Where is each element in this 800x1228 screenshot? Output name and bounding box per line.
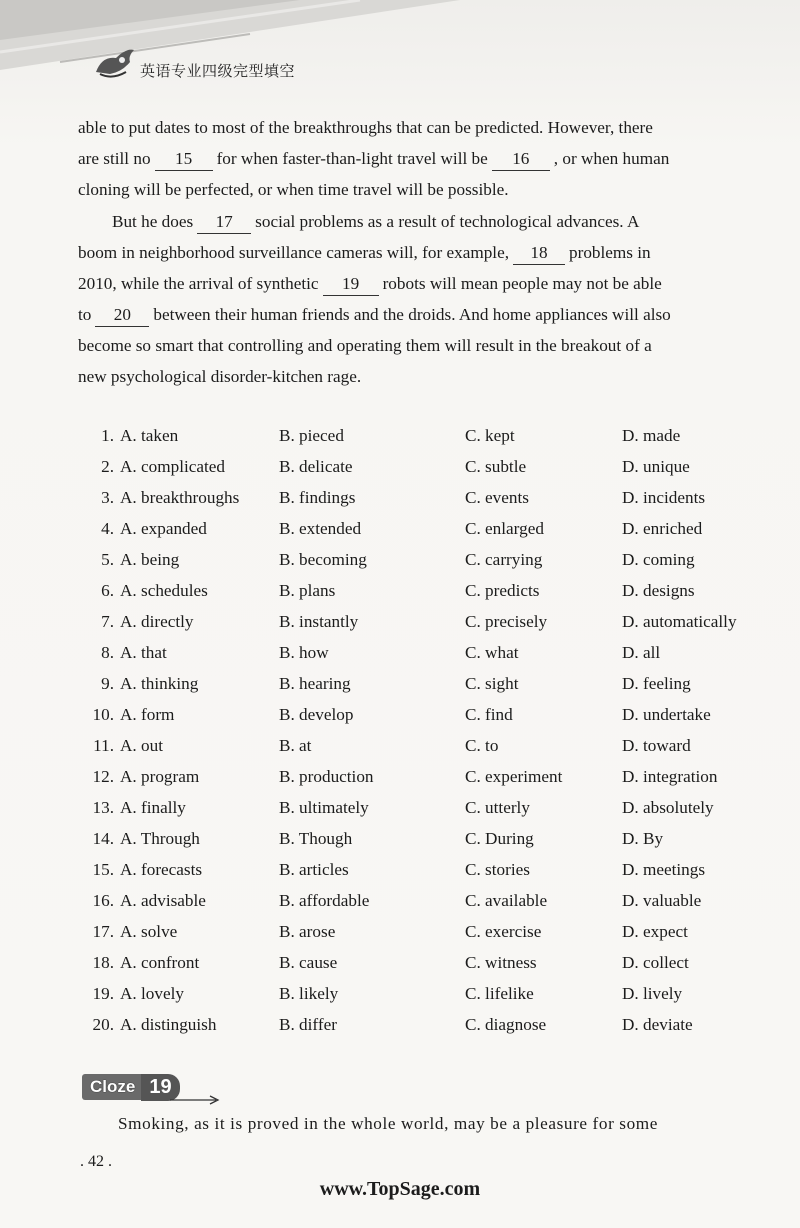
- option-c: C. During: [465, 829, 534, 848]
- option-b: B. extended: [279, 519, 362, 538]
- option-row: [78, 579, 778, 610]
- option-d: D. By: [622, 829, 664, 848]
- passage-line: are still no 15 for when faster-than-light travel will be 16 , or when human: [78, 143, 768, 174]
- blank-19: 19: [323, 273, 379, 296]
- option-c: C. stories: [465, 860, 530, 879]
- blank-16: 16: [492, 148, 550, 171]
- option-c: C. carrying: [465, 550, 543, 569]
- option-number: 5.: [101, 550, 114, 569]
- option-d: D. all: [622, 643, 661, 662]
- option-a: A. solve: [120, 922, 178, 941]
- cloze-number: 19: [141, 1074, 179, 1101]
- option-row: [78, 672, 778, 703]
- option-c: C. exercise: [465, 922, 542, 941]
- option-number: 17.: [92, 922, 114, 941]
- option-b: B. findings: [279, 488, 356, 507]
- option-c: C. predicts: [465, 581, 540, 600]
- blank-20: 20: [95, 304, 149, 327]
- option-row: [78, 734, 778, 765]
- passage-line: to 20 between their human friends and the droids. And home appliances will also: [78, 299, 768, 330]
- option-c: C. precisely: [465, 612, 548, 631]
- option-d: D. incidents: [622, 488, 706, 507]
- option-d: D. valuable: [622, 891, 702, 910]
- option-d: D. lively: [622, 984, 683, 1003]
- book-title: 英语专业四级完型填空: [140, 62, 296, 80]
- option-b: B. arose: [279, 922, 336, 941]
- option-d: D. integration: [622, 767, 718, 786]
- option-d: D. deviate: [622, 1015, 693, 1034]
- option-d: D. unique: [622, 457, 690, 476]
- option-row: [78, 424, 778, 455]
- option-number: 16.: [92, 891, 114, 910]
- passage-line: become so smart that controlling and operating them will result in the breakout of a: [78, 336, 652, 355]
- option-number: 19.: [92, 984, 114, 1003]
- option-a: A. expanded: [120, 519, 207, 538]
- option-c: C. witness: [465, 953, 537, 972]
- option-number: 13.: [92, 798, 114, 817]
- option-row: [78, 486, 778, 517]
- option-number: 1.: [101, 426, 114, 445]
- option-number: 2.: [101, 457, 114, 476]
- option-row: [78, 641, 778, 672]
- option-a: A. confront: [120, 953, 200, 972]
- option-number: 15.: [92, 860, 114, 879]
- option-b: B. differ: [279, 1015, 337, 1034]
- option-row: [78, 796, 778, 827]
- passage-line: able to put dates to most of the breakthroughs that can be predicted. However, there: [78, 118, 653, 137]
- option-d: D. undertake: [622, 705, 711, 724]
- option-number: 10.: [92, 705, 114, 724]
- passage-line: new psychological disorder-kitchen rage.: [78, 367, 362, 386]
- option-c: C. sight: [465, 674, 519, 693]
- option-c: C. available: [465, 891, 548, 910]
- option-b: B. becoming: [279, 550, 367, 569]
- option-d: D. automatically: [622, 612, 737, 631]
- option-row: [78, 548, 778, 579]
- option-c: C. enlarged: [465, 519, 544, 538]
- option-d: D. toward: [622, 736, 691, 755]
- option-a: A. breakthroughs: [120, 488, 240, 507]
- option-a: A. forecasts: [120, 860, 203, 879]
- passage-line: 2010, while the arrival of synthetic 19 robots will mean people may not be able: [78, 268, 768, 299]
- option-row: [78, 951, 778, 982]
- option-b: B. production: [279, 767, 374, 786]
- option-a: A. complicated: [120, 457, 225, 476]
- option-row: [78, 610, 778, 641]
- option-d: D. expect: [622, 922, 688, 941]
- option-a: A. taken: [120, 426, 179, 445]
- option-b: B. Though: [279, 829, 353, 848]
- option-row: [78, 1013, 778, 1044]
- option-a: A. distinguish: [120, 1015, 217, 1034]
- option-b: B. hearing: [279, 674, 351, 693]
- option-a: A. thinking: [120, 674, 199, 693]
- option-c: C. lifelike: [465, 984, 534, 1003]
- option-b: B. articles: [279, 860, 349, 879]
- option-number: 9.: [101, 674, 114, 693]
- option-b: B. plans: [279, 581, 336, 600]
- option-a: A. finally: [120, 798, 186, 817]
- blank-15: 15: [155, 148, 213, 171]
- option-d: D. meetings: [622, 860, 706, 879]
- option-b: B. ultimately: [279, 798, 369, 817]
- mascot-icon: [92, 42, 138, 82]
- option-b: B. affordable: [279, 891, 370, 910]
- option-c: C. what: [465, 643, 519, 662]
- option-a: A. out: [120, 736, 163, 755]
- passage-paragraph-1: [78, 112, 768, 205]
- option-row: [78, 827, 778, 858]
- option-number: 11.: [93, 736, 114, 755]
- cloze-label: Cloze: [82, 1074, 141, 1100]
- option-number: 6.: [101, 581, 114, 600]
- option-a: A. being: [120, 550, 180, 569]
- option-number: 14.: [92, 829, 114, 848]
- option-row: [78, 858, 778, 889]
- option-a: A. Through: [120, 829, 200, 848]
- option-c: C. kept: [465, 426, 515, 445]
- cloze-badge: [82, 1071, 180, 1103]
- option-row: [78, 889, 778, 920]
- option-row: [78, 455, 778, 486]
- option-c: C. to: [465, 736, 499, 755]
- website-footer: www.TopSage.com: [319, 1178, 481, 1200]
- option-c: C. experiment: [465, 767, 563, 786]
- option-c: C. find: [465, 705, 513, 724]
- option-b: B. instantly: [279, 612, 359, 631]
- option-number: 7.: [101, 612, 114, 631]
- option-d: D. designs: [622, 581, 695, 600]
- option-row: [78, 920, 778, 951]
- next-passage-start: Smoking, as it is proved in the whole world, may be a pleasure for some: [118, 1114, 658, 1133]
- option-b: B. how: [279, 643, 329, 662]
- option-d: D. coming: [622, 550, 695, 569]
- option-d: D. made: [622, 426, 681, 445]
- option-a: A. schedules: [120, 581, 208, 600]
- page-number: . 42 .: [80, 1153, 112, 1170]
- option-d: D. feeling: [622, 674, 691, 693]
- option-c: C. subtle: [465, 457, 527, 476]
- option-d: D. absolutely: [622, 798, 714, 817]
- option-number: 8.: [101, 643, 114, 662]
- passage-line: cloning will be perfected, or when time travel will be possible.: [78, 180, 509, 199]
- arrow-icon: [170, 1094, 222, 1106]
- option-number: 4.: [101, 519, 114, 538]
- passage-line: boom in neighborhood surveillance cameras will, for example, 18 problems in: [78, 237, 768, 268]
- option-row: [78, 765, 778, 796]
- option-d: D. enriched: [622, 519, 703, 538]
- option-c: C. utterly: [465, 798, 530, 817]
- passage-line: But he does 17 social problems as a result of technological advances. A: [78, 206, 768, 237]
- option-a: A. program: [120, 767, 200, 786]
- option-a: A. advisable: [120, 891, 206, 910]
- option-row: [78, 982, 778, 1013]
- option-row: [78, 517, 778, 548]
- option-d: D. collect: [622, 953, 689, 972]
- option-c: C. events: [465, 488, 529, 507]
- option-number: 3.: [101, 488, 114, 507]
- option-number: 20.: [92, 1015, 114, 1034]
- blank-17: 17: [197, 211, 251, 234]
- option-b: B. pieced: [279, 426, 344, 445]
- option-a: A. lovely: [120, 984, 184, 1003]
- blank-18: 18: [513, 242, 565, 265]
- option-number: 18.: [92, 953, 114, 972]
- option-b: B. likely: [279, 984, 339, 1003]
- option-c: C. diagnose: [465, 1015, 547, 1034]
- option-number: 12.: [92, 767, 114, 786]
- option-a: A. that: [120, 643, 167, 662]
- option-a: A. form: [120, 705, 175, 724]
- option-b: B. at: [279, 736, 312, 755]
- answer-options: [78, 424, 778, 1044]
- option-a: A. directly: [120, 612, 194, 631]
- option-b: B. delicate: [279, 457, 353, 476]
- passage-paragraph-2: [78, 206, 768, 392]
- option-row: [78, 703, 778, 734]
- option-b: B. cause: [279, 953, 338, 972]
- option-b: B. develop: [279, 705, 354, 724]
